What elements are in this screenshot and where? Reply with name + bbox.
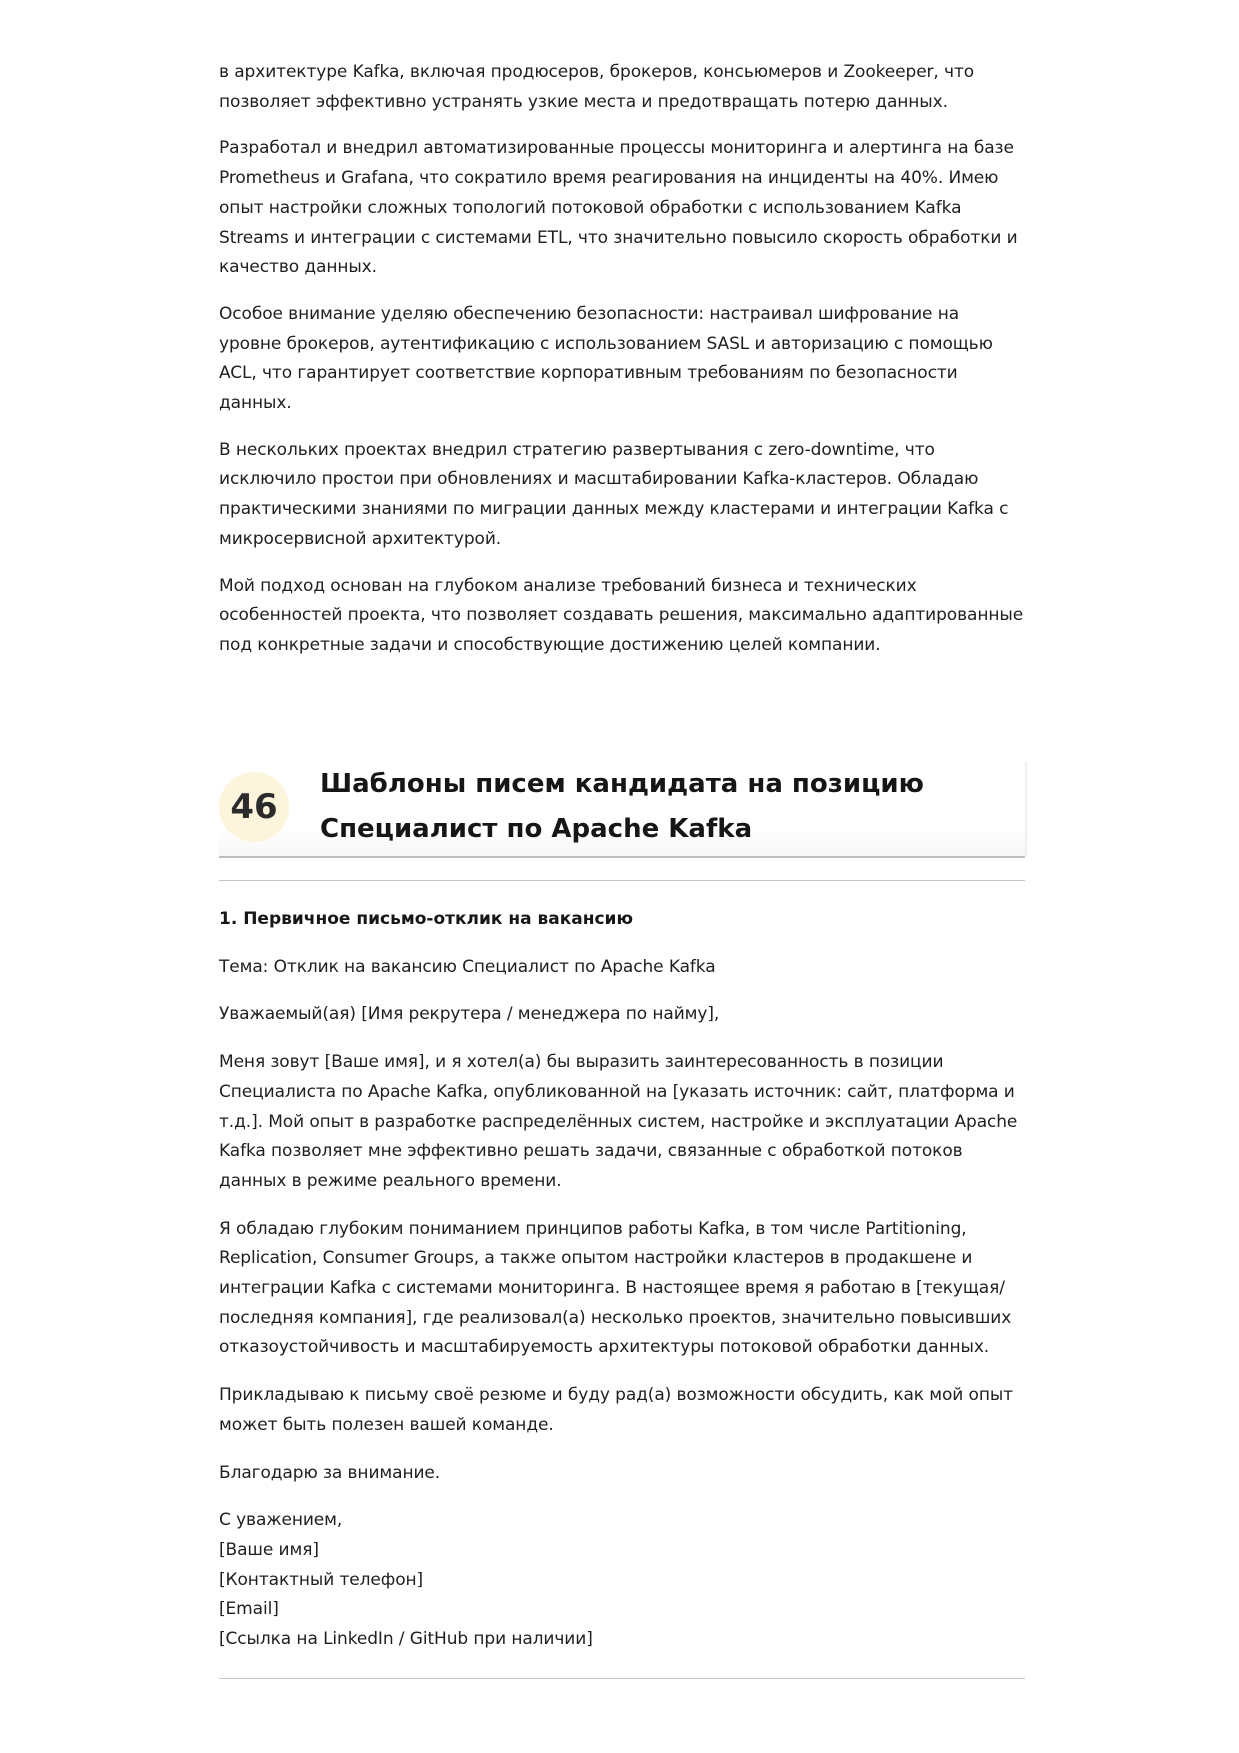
letter-body-paragraph-1: Меня зовут [Ваше имя], и я хотел(а) бы выразить заинтересованность в позиции Специалиста по Apache Kafka, опубликованной на [указать источник: сайт, платформа и т.д.]. Мой опыт в разработке распределённых систем, настройке и эксплуатации Apache Kafka позволяет мне эффективно решать задачи, связанные с обработкой потоков данных в режиме реального времени. xyxy=(219,1052,1018,1191)
signature-name: [Ваше имя] xyxy=(219,1539,319,1560)
letter-signature xyxy=(219,1506,1025,1655)
section-header xyxy=(219,762,1025,858)
intro-paragraph-2: Разработал и внедрил автоматизированные процессы мониторинга и алертинга на базе Prometheus и Grafana, что сократило время реагирования на инциденты на 40%. Имею опыт настройки сложных топологий потоковой обработки с использованием Kafka Streams и интеграции с системами ETL, что значительно повысило скорость обработки и качество данных. xyxy=(219,138,1018,278)
letter-template xyxy=(219,905,1025,1655)
intro-paragraph-1: в архитектуре Kafka, включая продюсеров, брокеров, консьюмеров и Zookeeper, что позволяет эффективно устранять узкие места и предотвращать потерю данных. xyxy=(219,62,975,112)
divider-bottom xyxy=(219,1678,1025,1679)
section-title xyxy=(320,762,1020,852)
intro-paragraph-4: В нескольких проектах внедрил стратегию развертывания с zero-downtime, что исключило простои при обновлениях и масштабировании Kafka-кластеров. Обладаю практическими знаниями по миграции данных между кластерами и интеграции Kafka с микросервисной архитектурой. xyxy=(219,439,1009,549)
intro-text-block xyxy=(219,58,1025,678)
letter-body-paragraph-3: Прикладываю к письму своё резюме и буду рад(а) возможности обсудить, как мой опыт может быть полезен вашей команде. xyxy=(219,1385,1013,1435)
section-number-badge: 46 xyxy=(219,772,289,842)
divider-top xyxy=(219,880,1025,881)
section-header-underline xyxy=(219,856,1025,858)
letter-heading: 1. Первичное письмо-отклик на вакансию xyxy=(219,909,633,929)
signature-email: [Email] xyxy=(219,1599,279,1620)
section-title-line-1: Шаблоны писем кандидата на позицию xyxy=(320,769,924,799)
intro-paragraph-3: Особое внимание уделяю обеспечению безопасности: настраивал шифрование на уровне брокеров, аутентификацию с использованием SASL и авторизацию с помощью ACL, что гарантирует соответствие корпоративным требованиям по безопасности данных. xyxy=(219,303,993,414)
letter-greeting: Уважаемый(ая) [Имя рекрутера / менеджера по найму], xyxy=(219,1004,720,1025)
intro-paragraph-5: Мой подход основан на глубоком анализе требований бизнеса и технических особенностей проекта, что позволяет создавать решения, максимально адаптированные под конкретные задачи и способствующие достижению целей компании. xyxy=(219,575,1024,655)
signature-phone: [Контактный телефон] xyxy=(219,1569,424,1590)
signature-links: [Ссылка на LinkedIn / GitHub при наличии] xyxy=(219,1629,593,1650)
letter-thanks: Благодарю за внимание. xyxy=(219,1462,441,1483)
signature-closing: С уважением, xyxy=(219,1510,343,1531)
section-title-line-2: Специалист по Apache Kafka xyxy=(320,814,753,844)
letter-body-paragraph-2: Я обладаю глубоким пониманием принципов работы Kafka, в том числе Partitioning, Replication, Consumer Groups, а также опытом настройки кластеров в продакшене и интеграции Kafka с системами мониторинга. В настоящее время я работаю в [текущая/последняя компания], где реализовал(а) несколько проектов, значительно повысивших отказоустойчивость и масштабируемость архитектуры потоковой обработки данных. xyxy=(219,1218,1012,1358)
letter-subject: Тема: Отклик на вакансию Специалист по Apache Kafka xyxy=(219,956,716,977)
